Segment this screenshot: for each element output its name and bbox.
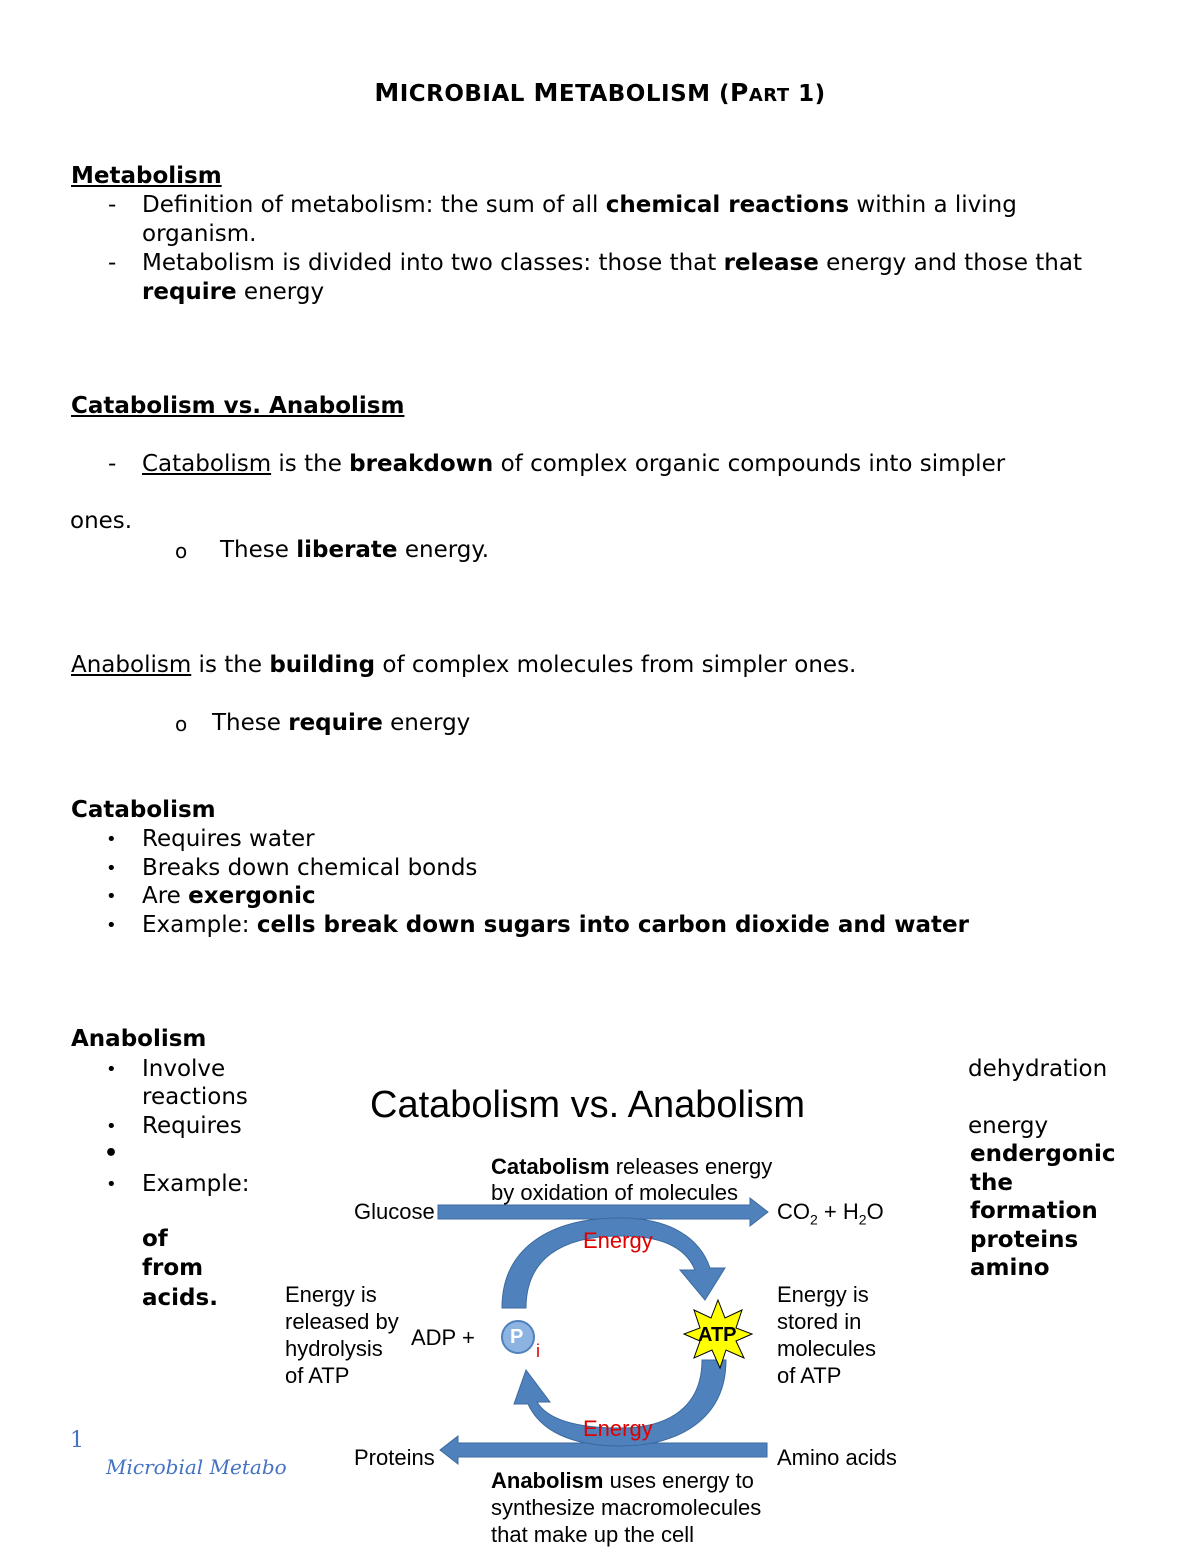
anabolism-left-7: acids. bbox=[142, 1285, 218, 1311]
metabolism-heading: Metabolism bbox=[71, 163, 222, 189]
anabolism-right-2: endergonic bbox=[970, 1141, 1116, 1167]
diagram-title: Catabolism vs. Anabolism bbox=[370, 1084, 806, 1126]
energy-released-3: hydrolysis bbox=[285, 1336, 383, 1361]
catabolism-bullet-2: Breaks down chemical bonds bbox=[142, 855, 478, 881]
dash-marker: - bbox=[108, 192, 117, 218]
cva-heading: Catabolism vs. Anabolism bbox=[71, 393, 405, 419]
bullet: • bbox=[106, 886, 117, 907]
bullet: • bbox=[106, 829, 117, 850]
phosphate-subscript: i bbox=[536, 1341, 540, 1361]
dash-marker: - bbox=[108, 451, 117, 477]
metabolism-diagram bbox=[280, 1078, 940, 1553]
catabolism-definition-cont: ones. bbox=[70, 508, 133, 534]
energy-bottom-label: Energy bbox=[583, 1416, 653, 1441]
energy-top-label: Energy bbox=[583, 1228, 653, 1253]
energy-stored-4: of ATP bbox=[777, 1363, 842, 1388]
amino-acids-label: Amino acids bbox=[777, 1445, 897, 1470]
phosphate-label: P bbox=[510, 1326, 524, 1348]
diagram-catabolism-label-2: by oxidation of molecules bbox=[491, 1180, 739, 1205]
atp-label: ATP bbox=[698, 1324, 737, 1346]
bullet: • bbox=[106, 1116, 117, 1137]
energy-stored-1: Energy is bbox=[777, 1282, 869, 1307]
anabolism-heading: Anabolism bbox=[71, 1026, 207, 1052]
anabolism-right-0: dehydration bbox=[968, 1056, 1108, 1082]
bullet: • bbox=[106, 1059, 117, 1080]
anabolism-sub: These require energy bbox=[212, 710, 471, 736]
anabolism-left-5: of bbox=[142, 1226, 168, 1252]
anabolism-left-6: from bbox=[142, 1255, 204, 1281]
bullet: • bbox=[106, 1174, 117, 1195]
catabolism-sub: These liberate energy. bbox=[220, 537, 490, 563]
catabolism-bullet-4: Example: cells break down sugars into carbon dioxide and water bbox=[142, 912, 969, 938]
catabolism-heading: Catabolism bbox=[71, 797, 216, 823]
diagram-anabolism-label-3: that make up the cell bbox=[491, 1522, 695, 1547]
anabolism-left-0: Involve bbox=[142, 1056, 226, 1082]
energy-stored-2: stored in bbox=[777, 1309, 862, 1334]
glucose-label: Glucose bbox=[354, 1199, 435, 1224]
metabolism-classes-cont: require energy bbox=[142, 279, 325, 305]
proteins-label: Proteins bbox=[354, 1445, 435, 1470]
anabolism-right-4: formation bbox=[970, 1198, 1098, 1224]
catabolism-definition: Catabolism is the breakdown of complex organic compounds into simpler bbox=[142, 451, 1006, 477]
dash-marker: - bbox=[108, 250, 117, 276]
diagram-anabolism-label-2: synthesize macromolecules bbox=[491, 1495, 762, 1520]
energy-stored-3: molecules bbox=[777, 1336, 877, 1361]
co2-h2o-label: $CO_2 + H_2O$ bbox=[777, 1199, 884, 1228]
anabolism-left-1: reactions bbox=[142, 1084, 248, 1110]
energy-released-1: Energy is bbox=[285, 1282, 377, 1307]
anabolism-right-6: amino bbox=[970, 1255, 1050, 1281]
anabolism-right-5: proteins bbox=[970, 1227, 1079, 1253]
catabolism-bullet-1: Requires water bbox=[142, 826, 315, 852]
metabolism-definition: Definition of metabolism: the sum of all chemical reactions within a living bbox=[142, 192, 1017, 218]
bullet: • bbox=[106, 858, 117, 879]
adp-label: ADP + bbox=[411, 1325, 475, 1350]
anabolism-left-4: Example: bbox=[142, 1171, 250, 1197]
circle-bullet: o bbox=[175, 539, 188, 563]
circle-bullet: o bbox=[175, 712, 188, 736]
anabolism-right-3: the bbox=[970, 1170, 1013, 1196]
footer-text: Microbial Metabo bbox=[106, 1455, 287, 1479]
metabolism-classes: Metabolism is divided into two classes: those that release energy and those that bbox=[142, 250, 1082, 276]
metabolism-definition-cont: organism. bbox=[142, 221, 257, 247]
anabolism-definition: Anabolism is the building of complex molecules from simpler ones. bbox=[71, 652, 857, 678]
document-title: MICROBIAL METABOLISM (PART 1) bbox=[374, 78, 826, 107]
bullet: • bbox=[104, 1141, 119, 1166]
diagram-catabolism-label: Catabolism releases energy bbox=[491, 1154, 773, 1179]
diagram-anabolism-label: Anabolism uses energy to bbox=[491, 1468, 754, 1493]
page-number: 1 bbox=[70, 1428, 84, 1453]
anabolism-left-2: Requires bbox=[142, 1113, 242, 1139]
energy-released-2: released by bbox=[285, 1309, 399, 1334]
catabolism-bullet-3: Are exergonic bbox=[142, 883, 316, 909]
anabolism-right-1: energy bbox=[968, 1113, 1049, 1139]
bullet: • bbox=[106, 915, 117, 936]
energy-released-4: of ATP bbox=[285, 1363, 350, 1388]
